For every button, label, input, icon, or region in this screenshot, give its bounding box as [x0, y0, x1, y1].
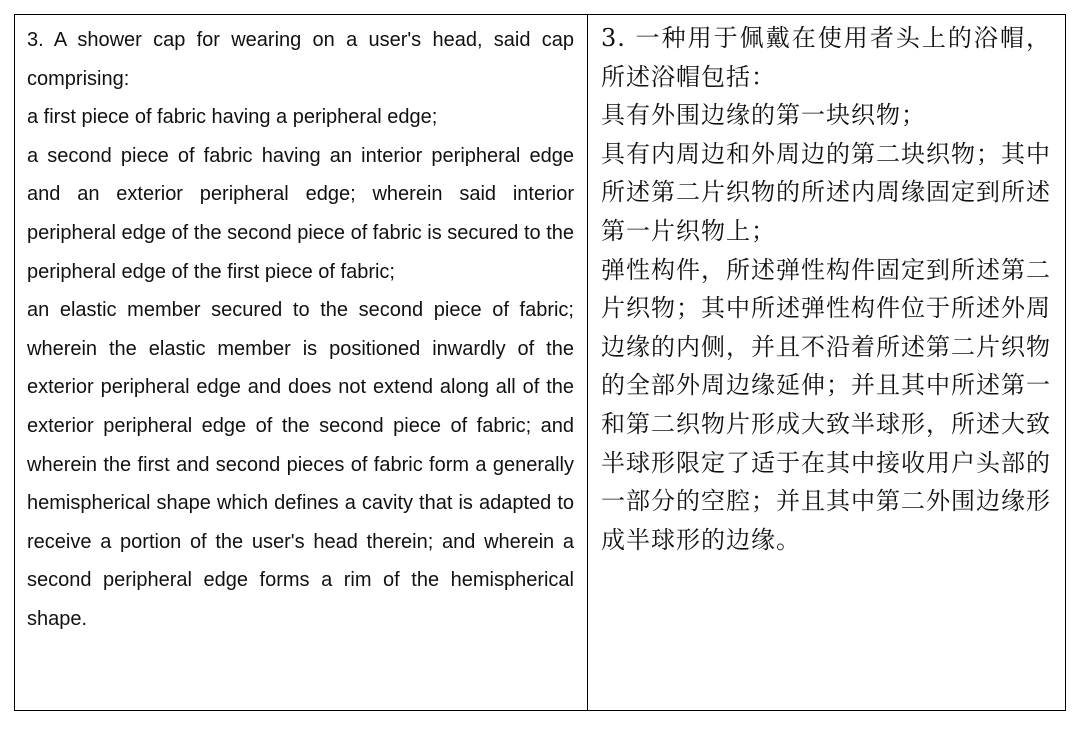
chinese-claim-cell — [588, 15, 1065, 710]
chinese-claim-element-3: 弹性构件，所述弹性构件固定到所述第二片织物；其中所述弹性构件位于所述外周边缘的内侧，并且不沿着所述第二片织物的全部外周边缘延伸；并且其中所述第一和第二织物片形成大致半球形，所述大致半球形限定了适于在其中接收用户头部的一部分的空腔；并且其中第二外围边缘形成半球形的边缘。 — [601, 255, 1051, 554]
english-claim-element-1: a first piece of fabric having a peripheral edge; — [27, 106, 438, 129]
claim-translation-table — [14, 14, 1066, 711]
english-claim-cell — [15, 15, 588, 710]
english-claim-intro: 3. A shower cap for wearing on a user's head, said cap comprising: — [27, 29, 574, 90]
chinese-claim-element-2: 具有内周边和外周边的第二块织物；其中所述第二片织物的所述内周缘固定到所述第一片织物上； — [601, 139, 1051, 245]
chinese-claim-element-1: 具有外围边缘的第一块织物； — [601, 101, 926, 130]
english-claim-element-3: an elastic member secured to the second piece of fabric; wherein the elastic member is positioned inwardly of the exterior peripheral edge and does not extend along all of the exterior peripheral edge of the second piece of fabric; and wherein the first and second pieces of fabric form a generally hemispherical shape which defines a cavity that is adapted to receive a portion of the user's head therein; and wherein a second peripheral edge forms a rim of the hemispherical shape. — [27, 299, 574, 630]
chinese-claim-intro: 3. 一种用于佩戴在使用者头上的浴帽，所述浴帽包括： — [601, 24, 1051, 91]
english-claim-element-2: a second piece of fabric having an interior peripheral edge and an exterior peripheral edge; wherein said interior peripheral edge of the second piece of fabric is secured to the peripheral edge of the first piece of fabric; — [27, 144, 575, 283]
